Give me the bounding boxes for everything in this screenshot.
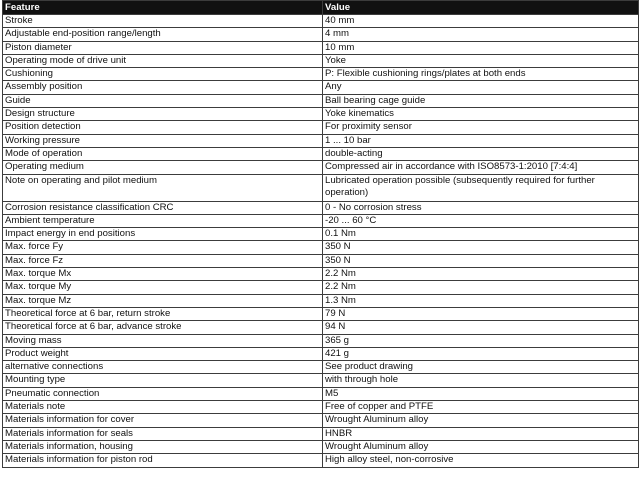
value-cell: For proximity sensor — [323, 121, 639, 134]
value-cell: Yoke — [323, 54, 639, 67]
feature-cell: Mode of operation — [3, 147, 323, 160]
value-cell: Compressed air in accordance with ISO8573-1:2010 [7:4:4] — [323, 161, 639, 174]
table-row — [3, 41, 639, 54]
table-row — [3, 228, 639, 241]
feature-cell: Product weight — [3, 347, 323, 360]
table-row — [3, 241, 639, 254]
value-cell: 1.3 Nm — [323, 294, 639, 307]
table-row — [3, 121, 639, 134]
value-cell: P: Flexible cushioning rings/plates at both ends — [323, 68, 639, 81]
table-row — [3, 254, 639, 267]
table-row — [3, 414, 639, 427]
value-cell: double-acting — [323, 147, 639, 160]
value-cell: 40 mm — [323, 15, 639, 28]
value-cell: 10 mm — [323, 41, 639, 54]
feature-cell: Guide — [3, 94, 323, 107]
feature-cell: Working pressure — [3, 134, 323, 147]
feature-cell: Note on operating and pilot medium — [3, 174, 323, 201]
feature-cell: alternative connections — [3, 361, 323, 374]
value-cell: Yoke kinematics — [323, 108, 639, 121]
value-cell: Ball bearing cage guide — [323, 94, 639, 107]
feature-cell: Materials information for piston rod — [3, 454, 323, 467]
table-row — [3, 161, 639, 174]
value-cell: 4 mm — [323, 28, 639, 41]
value-cell: M5 — [323, 387, 639, 400]
table-row — [3, 347, 639, 360]
table-row — [3, 108, 639, 121]
value-cell: 365 g — [323, 334, 639, 347]
table-row — [3, 68, 639, 81]
feature-cell: Operating medium — [3, 161, 323, 174]
table-body — [3, 15, 639, 468]
value-cell: 1 ... 10 bar — [323, 134, 639, 147]
header-feature: Feature — [3, 1, 323, 15]
feature-cell: Max. torque Mz — [3, 294, 323, 307]
table-row — [3, 387, 639, 400]
table-row — [3, 134, 639, 147]
value-cell: Any — [323, 81, 639, 94]
table-row — [3, 174, 639, 201]
table-row — [3, 15, 639, 28]
value-cell: 350 N — [323, 241, 639, 254]
feature-cell: Pneumatic connection — [3, 387, 323, 400]
feature-cell: Impact energy in end positions — [3, 228, 323, 241]
header-value: Value — [323, 1, 639, 15]
table-row — [3, 268, 639, 281]
feature-cell: Materials information for seals — [3, 427, 323, 440]
value-cell: 79 N — [323, 307, 639, 320]
value-cell: with through hole — [323, 374, 639, 387]
feature-cell: Max. force Fy — [3, 241, 323, 254]
table-row — [3, 427, 639, 440]
table-row — [3, 214, 639, 227]
value-cell: 94 N — [323, 321, 639, 334]
value-cell: 350 N — [323, 254, 639, 267]
spec-sheet — [2, 0, 638, 468]
value-cell: High alloy steel, non-corrosive — [323, 454, 639, 467]
value-cell: 2.2 Nm — [323, 281, 639, 294]
table-row — [3, 440, 639, 453]
feature-cell: Assembly position — [3, 81, 323, 94]
feature-cell: Mounting type — [3, 374, 323, 387]
feature-cell: Theoretical force at 6 bar, return stroke — [3, 307, 323, 320]
feature-cell: Position detection — [3, 121, 323, 134]
table-row — [3, 54, 639, 67]
value-cell: -20 ... 60 °C — [323, 214, 639, 227]
value-cell: 0 - No corrosion stress — [323, 201, 639, 214]
table-row — [3, 281, 639, 294]
value-cell: Lubricated operation possible (subsequently required for further operation) — [323, 174, 639, 201]
feature-cell: Operating mode of drive unit — [3, 54, 323, 67]
table-row — [3, 147, 639, 160]
feature-cell: Theoretical force at 6 bar, advance stroke — [3, 321, 323, 334]
feature-cell: Stroke — [3, 15, 323, 28]
table-row — [3, 361, 639, 374]
feature-cell: Corrosion resistance classification CRC — [3, 201, 323, 214]
feature-cell: Adjustable end-position range/length — [3, 28, 323, 41]
table-row — [3, 307, 639, 320]
value-cell: 0.1 Nm — [323, 228, 639, 241]
table-header-row — [3, 1, 639, 15]
feature-cell: Max. torque Mx — [3, 268, 323, 281]
table-row — [3, 294, 639, 307]
value-cell: See product drawing — [323, 361, 639, 374]
table-row — [3, 321, 639, 334]
table-row — [3, 94, 639, 107]
value-cell: Wrought Aluminum alloy — [323, 440, 639, 453]
feature-cell: Max. torque My — [3, 281, 323, 294]
table-row — [3, 374, 639, 387]
feature-cell: Piston diameter — [3, 41, 323, 54]
table-row — [3, 401, 639, 414]
feature-cell: Materials note — [3, 401, 323, 414]
feature-cell: Materials information for cover — [3, 414, 323, 427]
feature-cell: Moving mass — [3, 334, 323, 347]
table-row — [3, 81, 639, 94]
feature-cell: Cushioning — [3, 68, 323, 81]
table-row — [3, 28, 639, 41]
feature-cell: Design structure — [3, 108, 323, 121]
table-row — [3, 334, 639, 347]
value-cell: 2.2 Nm — [323, 268, 639, 281]
feature-cell: Ambient temperature — [3, 214, 323, 227]
feature-cell: Materials information, housing — [3, 440, 323, 453]
value-cell: Free of copper and PTFE — [323, 401, 639, 414]
table-row — [3, 201, 639, 214]
value-cell: Wrought Aluminum alloy — [323, 414, 639, 427]
table-row — [3, 454, 639, 467]
value-cell: HNBR — [323, 427, 639, 440]
feature-cell: Max. force Fz — [3, 254, 323, 267]
value-cell: 421 g — [323, 347, 639, 360]
spec-table — [2, 0, 639, 468]
